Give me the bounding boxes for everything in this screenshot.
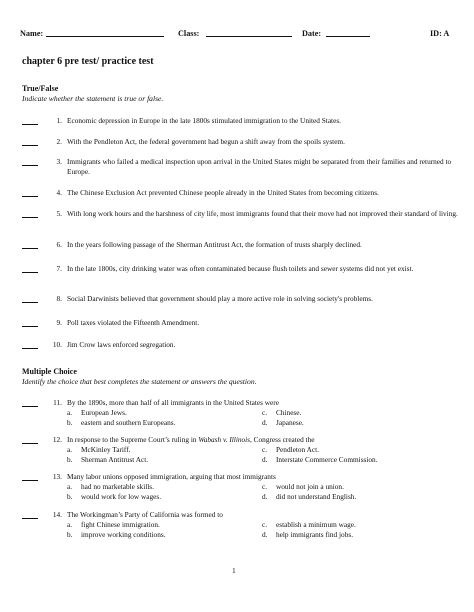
mc-instruction: Identify the choice that best completes the statement or answers the question. <box>22 377 257 386</box>
answer-blank[interactable] <box>22 398 38 407</box>
question-number: 10. <box>52 340 62 349</box>
answer-blank[interactable] <box>22 294 38 303</box>
question-number: 13. <box>52 472 62 481</box>
question-number: 9. <box>56 318 62 327</box>
answer-blank[interactable] <box>22 209 38 218</box>
tf-instruction: Indicate whether the statement is true or false. <box>22 94 164 103</box>
question-text: With the Pendleton Act, the federal government had begun a shift away from the spoils system. <box>67 137 345 146</box>
answer-blank[interactable] <box>22 472 38 481</box>
question-text: Economic depression in Europe in the late 1800s stimulated immigration to the United States. <box>67 116 341 125</box>
choice-b[interactable]: b. Sherman Antitrust Act. <box>67 455 149 464</box>
choice-a[interactable]: a. European Jews. <box>67 408 127 417</box>
name-label: Name: <box>20 29 44 38</box>
answer-blank[interactable] <box>22 137 38 146</box>
question-text: By the 1890s, more than half of all immigrants in the United States were <box>67 398 279 407</box>
answer-blank[interactable] <box>22 157 38 166</box>
choice-d[interactable]: d. did not understand English. <box>262 492 357 501</box>
question-text: Immigrants who failed a medical inspection upon arrival in the United States might be separated from their families and returned to Europe. <box>67 157 452 176</box>
choice-b[interactable]: b. would work for low wages. <box>67 492 162 501</box>
answer-blank[interactable] <box>22 318 38 327</box>
question-text: Jim Crow laws enforced segregation. <box>67 340 176 349</box>
answer-blank[interactable] <box>22 435 38 444</box>
id-label: ID: A <box>430 29 450 38</box>
answer-blank[interactable] <box>22 340 38 349</box>
choice-a[interactable]: a. McKinley Tariff. <box>67 445 131 454</box>
choice-b[interactable]: b. improve working conditions. <box>67 530 166 539</box>
question-number: 14. <box>52 510 62 519</box>
choice-c[interactable]: c. Chinese. <box>262 408 302 417</box>
question-text: The Workingman’s Party of California was formed to <box>67 510 223 519</box>
choice-a[interactable]: a. had no marketable skills. <box>67 482 154 491</box>
choice-c[interactable]: c. Pendleton Act. <box>262 445 319 454</box>
question-number: 7. <box>56 264 62 273</box>
choice-d[interactable]: d. Japanese. <box>262 418 304 427</box>
choice-d[interactable]: d. help immigrants find jobs. <box>262 530 354 539</box>
question-text: With long work hours and the harshness of city life, most immigrants found that their move had not improved their standard of living. <box>67 209 458 218</box>
answer-blank[interactable] <box>22 116 38 125</box>
choice-a[interactable]: a. fight Chinese immigration. <box>67 520 160 529</box>
choice-d[interactable]: d. Interstate Commerce Commission. <box>262 455 378 464</box>
answer-blank[interactable] <box>22 264 38 273</box>
page-number: 1 <box>232 566 236 575</box>
question-number: 6. <box>56 240 62 249</box>
question-number: 12. <box>52 435 62 444</box>
question-text: Poll taxes violated the Fifteenth Amendment. <box>67 318 200 327</box>
question-text: In the years following passage of the Sherman Antitrust Act, the formation of trusts sharply declined. <box>67 240 362 249</box>
question-number: 11. <box>53 398 62 407</box>
question-number: 2. <box>56 137 62 146</box>
student-info-header <box>20 29 460 43</box>
mc-heading: Multiple Choice <box>22 367 77 376</box>
page-title: chapter 6 pre test/ practice test <box>22 56 154 67</box>
date-label: Date: <box>302 29 322 38</box>
choice-c[interactable]: c. would not join a union. <box>262 482 344 491</box>
tf-heading: True/False <box>22 84 59 93</box>
question-number: 5. <box>56 209 62 218</box>
question-text: In response to the Supreme Court’s ruling in Wabash v. Illinois, Congress created the <box>67 435 315 444</box>
question-text: In the late 1800s, city drinking water was often contaminated because flush toilets and sewer systems did not yet exist. <box>67 264 414 273</box>
question-text: Many labor unions opposed immigration, arguing that most immigrants <box>67 472 276 481</box>
choice-c[interactable]: c. establish a minimum wage. <box>262 520 356 529</box>
question-number: 8. <box>56 294 62 303</box>
answer-blank[interactable] <box>22 188 38 197</box>
class-label: Class: <box>178 29 200 38</box>
question-text: The Chinese Exclusion Act prevented Chinese people already in the United States from becoming citizens. <box>67 188 379 197</box>
answer-blank[interactable] <box>22 510 38 519</box>
choice-b[interactable]: b. eastern and southern Europeans. <box>67 418 176 427</box>
question-text: Social Darwinists believed that government should play a more active role in solving society's problems. <box>67 294 373 303</box>
question-number: 3. <box>56 157 62 166</box>
question-number: 4. <box>56 188 62 197</box>
answer-blank[interactable] <box>22 240 38 249</box>
question-number: 1. <box>56 116 62 125</box>
